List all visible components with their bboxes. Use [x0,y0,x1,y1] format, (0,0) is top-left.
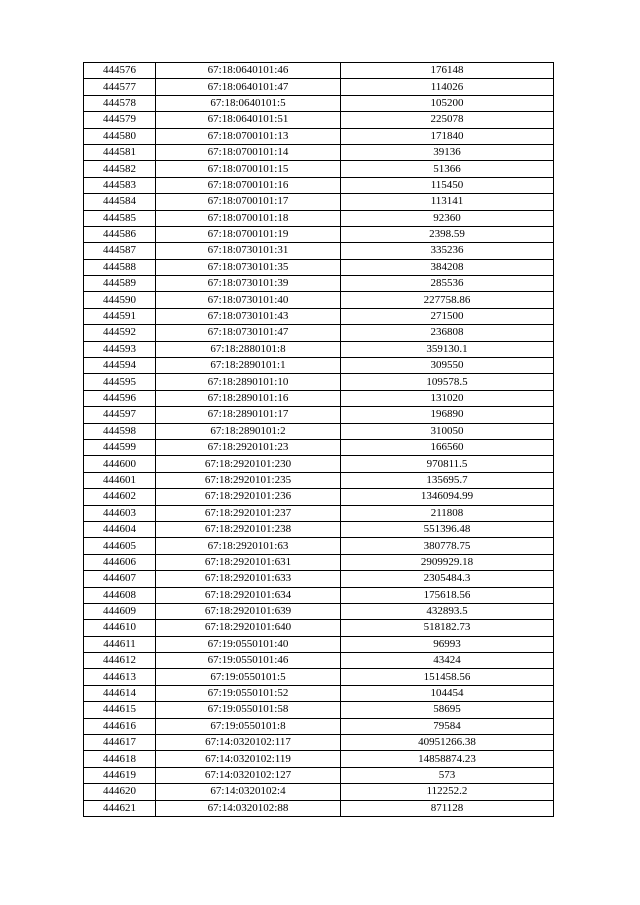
table-row [84,538,554,554]
cadastral-number-cell: 67:19:0550101:46 [156,653,341,669]
value-cell: 196890 [341,407,554,423]
value-cell: 384208 [341,259,554,275]
row-number-cell: 444621 [84,800,156,816]
row-number-cell: 444605 [84,538,156,554]
table-row [84,636,554,652]
value-cell: 211808 [341,505,554,521]
cadastral-number-cell: 67:18:2880101:8 [156,341,341,357]
cadastral-number-cell: 67:18:2920101:236 [156,489,341,505]
row-number-cell: 444612 [84,653,156,669]
value-cell: 175618.56 [341,587,554,603]
row-number-cell: 444604 [84,521,156,537]
table-row [84,718,554,734]
cadastral-number-cell: 67:18:2920101:631 [156,554,341,570]
cadastral-number-cell: 67:18:0700101:18 [156,210,341,226]
cadastral-number-cell: 67:18:2920101:639 [156,603,341,619]
value-cell: 432893.5 [341,603,554,619]
table-row [84,210,554,226]
table-row [84,79,554,95]
cadastral-number-cell: 67:18:0730101:43 [156,308,341,324]
cadastral-number-cell: 67:19:0550101:8 [156,718,341,734]
row-number-cell: 444592 [84,325,156,341]
value-cell: 115450 [341,177,554,193]
value-cell: 236808 [341,325,554,341]
table-row [84,161,554,177]
row-number-cell: 444576 [84,63,156,79]
cadastral-number-cell: 67:19:0550101:58 [156,702,341,718]
row-number-cell: 444579 [84,112,156,128]
table-row [84,784,554,800]
cadastral-number-cell: 67:18:0640101:5 [156,95,341,111]
row-number-cell: 444595 [84,374,156,390]
cadastral-number-cell: 67:18:2920101:63 [156,538,341,554]
table-body [84,63,554,817]
table-row [84,243,554,259]
row-number-cell: 444590 [84,292,156,308]
row-number-cell: 444599 [84,439,156,455]
row-number-cell: 444607 [84,571,156,587]
value-cell: 227758.86 [341,292,554,308]
value-cell: 2398.59 [341,226,554,242]
row-number-cell: 444588 [84,259,156,275]
cadastral-number-cell: 67:18:2890101:16 [156,390,341,406]
cadastral-number-cell: 67:18:2890101:2 [156,423,341,439]
row-number-cell: 444618 [84,751,156,767]
row-number-cell: 444580 [84,128,156,144]
table-row [84,521,554,537]
table-row [84,177,554,193]
table-row [84,226,554,242]
value-cell: 166560 [341,439,554,455]
table-row [84,292,554,308]
cadastral-number-cell: 67:18:0700101:13 [156,128,341,144]
value-cell: 518182.73 [341,620,554,636]
row-number-cell: 444620 [84,784,156,800]
cadastral-number-cell: 67:18:0700101:15 [156,161,341,177]
cadastral-number-cell: 67:18:0730101:31 [156,243,341,259]
cadastral-number-cell: 67:19:0550101:5 [156,669,341,685]
table-row [84,456,554,472]
table-row [84,669,554,685]
table-row [84,276,554,292]
cadastral-number-cell: 67:18:2920101:23 [156,439,341,455]
value-cell: 171840 [341,128,554,144]
table-row [84,112,554,128]
value-cell: 58695 [341,702,554,718]
value-cell: 109578.5 [341,374,554,390]
table-row [84,63,554,79]
cadastral-number-cell: 67:18:2920101:230 [156,456,341,472]
cadastral-number-cell: 67:18:0700101:14 [156,144,341,160]
table-row [84,259,554,275]
cadastral-number-cell: 67:18:0640101:47 [156,79,341,95]
table-row [84,554,554,570]
row-number-cell: 444585 [84,210,156,226]
value-cell: 151458.56 [341,669,554,685]
table-row [84,325,554,341]
value-cell: 271500 [341,308,554,324]
table-row [84,374,554,390]
cadastral-number-cell: 67:18:2920101:633 [156,571,341,587]
table-row [84,144,554,160]
cadastral-number-cell: 67:14:0320102:4 [156,784,341,800]
table-row [84,587,554,603]
row-number-cell: 444583 [84,177,156,193]
table-row [84,603,554,619]
cadastral-number-cell: 67:18:2890101:10 [156,374,341,390]
table-row [84,95,554,111]
cadastral-number-cell: 67:18:0730101:40 [156,292,341,308]
value-cell: 96993 [341,636,554,652]
table-row [84,358,554,374]
table-row [84,767,554,783]
value-cell: 871128 [341,800,554,816]
table-row [84,620,554,636]
row-number-cell: 444578 [84,95,156,111]
value-cell: 285536 [341,276,554,292]
cadastral-number-cell: 67:14:0320102:127 [156,767,341,783]
table-row [84,472,554,488]
table-row [84,505,554,521]
row-number-cell: 444617 [84,735,156,751]
table-row [84,308,554,324]
row-number-cell: 444601 [84,472,156,488]
row-number-cell: 444586 [84,226,156,242]
row-number-cell: 444619 [84,767,156,783]
value-cell: 14858874.23 [341,751,554,767]
value-cell: 1346094.99 [341,489,554,505]
table-row [84,751,554,767]
row-number-cell: 444613 [84,669,156,685]
table-row [84,439,554,455]
table-row [84,128,554,144]
row-number-cell: 444582 [84,161,156,177]
cadastral-number-cell: 67:18:0730101:35 [156,259,341,275]
cadastral-number-cell: 67:14:0320102:119 [156,751,341,767]
value-cell: 79584 [341,718,554,734]
row-number-cell: 444596 [84,390,156,406]
table-row [84,341,554,357]
cadastral-number-cell: 67:18:2890101:17 [156,407,341,423]
row-number-cell: 444577 [84,79,156,95]
cadastral-number-cell: 67:14:0320102:88 [156,800,341,816]
cadastral-number-cell: 67:19:0550101:52 [156,685,341,701]
value-cell: 225078 [341,112,554,128]
row-number-cell: 444581 [84,144,156,160]
row-number-cell: 444609 [84,603,156,619]
table-row [84,407,554,423]
row-number-cell: 444597 [84,407,156,423]
value-cell: 51366 [341,161,554,177]
table-row [84,489,554,505]
cadastral-number-cell: 67:18:2920101:640 [156,620,341,636]
value-cell: 551396.48 [341,521,554,537]
row-number-cell: 444602 [84,489,156,505]
row-number-cell: 444589 [84,276,156,292]
value-cell: 970811.5 [341,456,554,472]
row-number-cell: 444587 [84,243,156,259]
cadastral-number-cell: 67:18:0640101:46 [156,63,341,79]
row-number-cell: 444610 [84,620,156,636]
value-cell: 43424 [341,653,554,669]
row-number-cell: 444606 [84,554,156,570]
row-number-cell: 444616 [84,718,156,734]
value-cell: 573 [341,767,554,783]
row-number-cell: 444614 [84,685,156,701]
cadastral-number-cell: 67:18:0700101:19 [156,226,341,242]
row-number-cell: 444603 [84,505,156,521]
value-cell: 310050 [341,423,554,439]
value-cell: 105200 [341,95,554,111]
table-row [84,571,554,587]
row-number-cell: 444600 [84,456,156,472]
row-number-cell: 444598 [84,423,156,439]
cadastral-number-cell: 67:18:0730101:47 [156,325,341,341]
table-row [84,194,554,210]
value-cell: 2305484.3 [341,571,554,587]
cadastral-number-cell: 67:18:2920101:634 [156,587,341,603]
cadastral-number-cell: 67:14:0320102:117 [156,735,341,751]
table-row [84,685,554,701]
table-row [84,390,554,406]
value-cell: 113141 [341,194,554,210]
row-number-cell: 444608 [84,587,156,603]
row-number-cell: 444593 [84,341,156,357]
row-number-cell: 444594 [84,358,156,374]
cadastral-number-cell: 67:18:0700101:16 [156,177,341,193]
table-row [84,653,554,669]
value-cell: 112252.2 [341,784,554,800]
value-cell: 131020 [341,390,554,406]
table-row [84,800,554,816]
cadastral-number-cell: 67:19:0550101:40 [156,636,341,652]
value-cell: 39136 [341,144,554,160]
cadastral-number-cell: 67:18:2920101:235 [156,472,341,488]
row-number-cell: 444584 [84,194,156,210]
value-cell: 309550 [341,358,554,374]
value-cell: 176148 [341,63,554,79]
value-cell: 114026 [341,79,554,95]
cadastral-number-cell: 67:18:0700101:17 [156,194,341,210]
row-number-cell: 444611 [84,636,156,652]
cadastral-number-cell: 67:18:0730101:39 [156,276,341,292]
cadastral-number-cell: 67:18:2890101:1 [156,358,341,374]
cadastral-number-cell: 67:18:2920101:237 [156,505,341,521]
value-cell: 2909929.18 [341,554,554,570]
row-number-cell: 444591 [84,308,156,324]
row-number-cell: 444615 [84,702,156,718]
value-cell: 335236 [341,243,554,259]
table-row [84,423,554,439]
table-row [84,735,554,751]
value-cell: 92360 [341,210,554,226]
cadastral-number-cell: 67:18:2920101:238 [156,521,341,537]
value-cell: 40951266.38 [341,735,554,751]
cadastral-data-table [83,62,554,817]
cadastral-number-cell: 67:18:0640101:51 [156,112,341,128]
value-cell: 104454 [341,685,554,701]
value-cell: 359130.1 [341,341,554,357]
table-row [84,702,554,718]
value-cell: 380778.75 [341,538,554,554]
value-cell: 135695.7 [341,472,554,488]
